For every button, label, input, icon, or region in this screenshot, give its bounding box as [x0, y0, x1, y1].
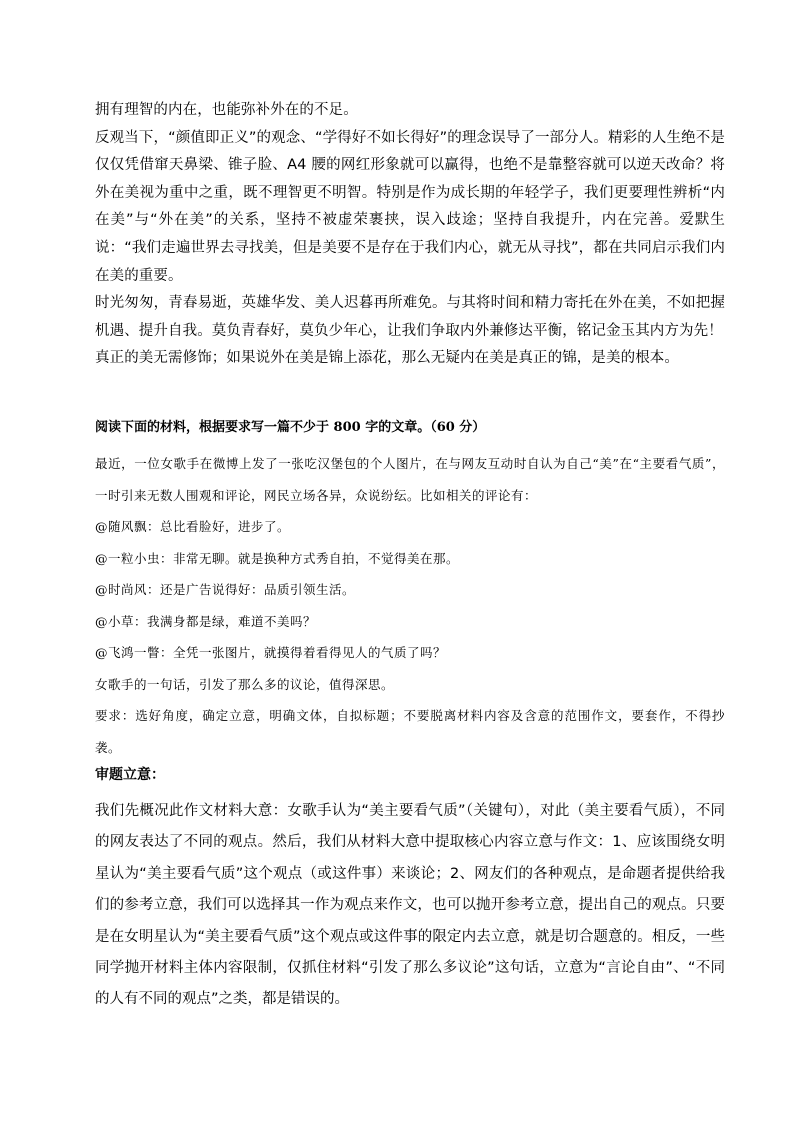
material-line: @时尚风：还是广告说得好：品质引领生活。 [95, 582, 356, 597]
material-line: 女歌手的一句话，引发了那么多的议论，值得深思。 [95, 676, 395, 692]
material-line: @一粒小虫：非常无聊。就是换种方式秀自拍，不觉得美在那。 [95, 550, 460, 566]
paragraph: 反观当下，“颜值即正义”的观念、“学得好不如长得好”的理念误导了一部分人。精彩的人生绝不是仅仅凭借窜天鼻梁、锥子脸、A4 腰的网红形象就可以赢得，也绝不是靠整容就可以逆天改命？将外在美视为重中之重，既不理智更不明智。特别是作为成长期的年轻学子，我们更要理性辨析“内在美”与“外在美”的关系，坚持不被虚荣裹挟，误入歧途；坚持自我提升，内在完善。爱默生说：“我们走遍世界去寻找美，但是美要不是存在于我们内心，就无从寻找”，都在共同启示我们内在美的重要。 [95, 129, 725, 284]
material-line: @随风飘：总比看脸好，进步了。 [95, 519, 291, 534]
review-title: 审题立意： [95, 767, 165, 783]
paragraph: 我们先概况此作文材料大意：女歌手认为“美主要看气质”（关键句），对此（美主要看气质），不同的网友表达了不同的观点。然后，我们从材料大意中提取核心内容立意与作文：1、应该围绕女明星认为“美主要看气质”这个观点（或这件事）来谈论；2、网友们的各种观点，是命题者提供给我们的参考立意，我们可以选择其一作为观点来作文，也可以抛开参考立意，提出自己的观点。只要是在女明星认为“美主要看气质”这个观点或这件事的限定内去立意，就是切合题意的。相反，一些同学抛开材料主体内容限制，仅抓住材料“引发了那么多议论”这句话，立意为“言论自由”、“不同的人有不同的观点”之类，都是错误的。 [95, 803, 725, 1008]
material-line: 最近，一位女歌手在微博上发了一张吃汉堡包的个人图片，在与网友互动时自认为自己“美”在“主要看气质”，一时引来无数人围观和评论，网民立场各异，众说纷纭。比如相关的评论有： [95, 456, 725, 503]
paragraph: 拥有理智的内在，也能弥补外在的不足。 [95, 102, 358, 118]
paragraph: 真正的美无需修饰；如果说外在美是锦上添花，那么无疑内在美是真正的锦，是美的根本。 [95, 350, 679, 367]
essay-conclusion [95, 97, 725, 373]
material-line: 要求：选好角度，确定立意，明确文体，自拟标题；不要脱离材料内容及含意的范围作文，要套作，不得抄袭。 [95, 708, 725, 755]
review-body [95, 796, 725, 1016]
prompt-heading: 阅读下面的材料，根据要求写一篇不少于 800 字的文章。（60 分） [95, 420, 486, 435]
prompt-material [95, 448, 725, 763]
material-line: @飞鸿一瞥：全凭一张图片，就摸得着看得见人的气质了吗？ [95, 645, 447, 660]
material-line: @小草：我满身都是绿，难道不美吗？ [95, 613, 317, 629]
paragraph: 时光匆匆，青春易逝，英雄华发、美人迟暮再所难免。与其将时间和精力寄托在外在美，不如把握机遇、提升自我。莫负青春好，莫负少年心，让我们争取内外兼修达平衡，铭记金玉其内方为先！ [95, 295, 725, 339]
